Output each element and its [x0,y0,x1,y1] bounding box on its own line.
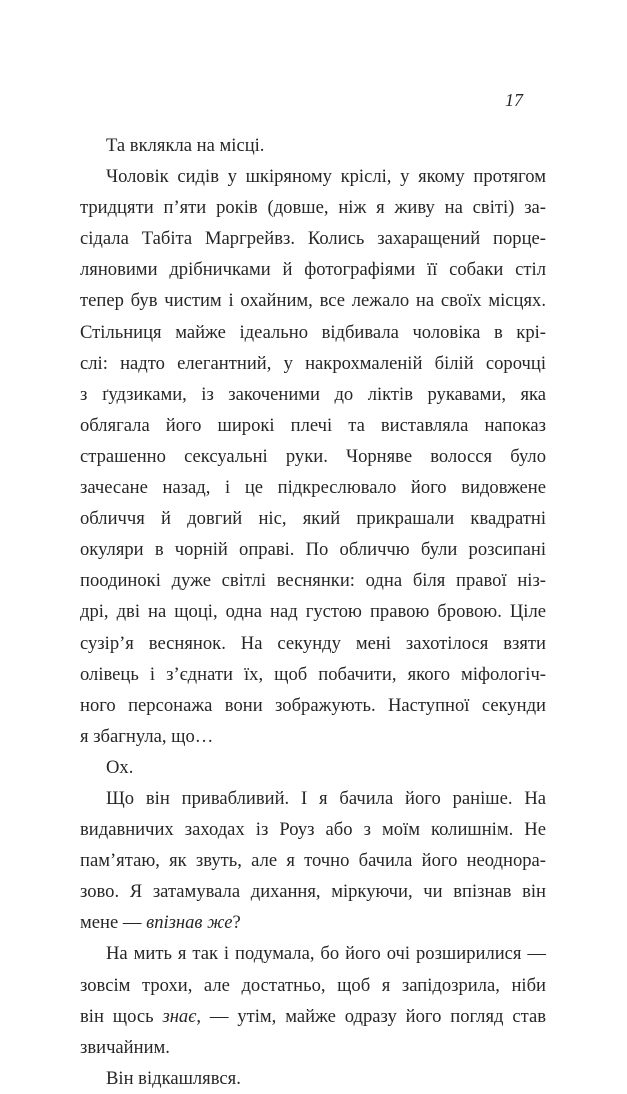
text-line-content: обличчя й довгий ніс, який прикрашали квадратні [80,508,546,530]
text-line-content: Він відкашлявся. [106,1067,241,1089]
text-line-content: зово. Я затамувала дихання, міркуючи, чи впізнав він [80,881,546,903]
text-line-tail: ? [232,912,241,934]
text-line-content: На мить я так і подумала, бо його очі розширилися — [106,943,546,965]
text-line [80,1001,546,1032]
text-line-tail: , — утім, майже одразу його погляд став [196,1005,546,1027]
text-line-content: окуляри в чорній оправі. По обличчю були розсипані [80,539,546,561]
text-line-content: зовсім трохи, але достатньо, щоб я запідозрила, ніби [80,974,546,996]
text-line-content: поодинокі дуже світлі веснянки: одна біля правої ніз- [80,570,546,592]
text-line [80,254,546,285]
text-line [80,223,546,254]
text-line [80,441,546,472]
emphasis-text: знає [162,1005,197,1027]
text-line [80,876,546,907]
text-line [80,317,546,348]
text-line [80,161,546,192]
text-line-content: страшенно сексуальні руки. Чорняве волосся було [80,445,546,467]
text-line [80,565,546,596]
text-line [80,659,546,690]
text-line-content: видавничих заходах із Роуз або з моїм колишнім. Не [80,819,546,841]
text-line [80,130,546,161]
text-line-content: Що він привабливий. І я бачила його раніше. На [106,787,546,809]
text-line-content: зачесане назад, і це підкреслювало його видовжене [80,477,546,499]
text-line [80,379,546,410]
text-line-content: Ох. [106,756,134,778]
text-line [80,534,546,565]
text-line [80,752,546,783]
text-line-content: пам’ятаю, як звуть, але я точно бачила його неоднора- [80,850,546,872]
text-line [80,410,546,441]
text-line [80,783,546,814]
text-line [80,938,546,969]
text-line [80,1032,546,1063]
text-line-content: слі: надто елегантний, у накрохмаленій білій сорочці [80,352,546,374]
text-line [80,192,546,223]
text-line [80,721,546,752]
text-line [80,596,546,627]
text-line-content: сузір’я веснянок. На секунду мені захотілося взяти [80,632,546,654]
text-line-content: Чоловік сидів у шкіряному кріслі, у якому протягом [106,166,546,188]
text-line [80,907,546,938]
text-line-content: він щось [80,1005,163,1027]
text-line-content: дрі, дві на щоці, одна над густою правою бровою. Ціле [80,601,546,623]
text-line-content: ляновими дрібничками й фотографіями її собаки стіл [80,259,546,281]
text-line [80,1063,546,1094]
text-line-content: Та вклякла на місці. [106,135,265,156]
text-line [80,845,546,876]
text-line-content: сідала Табіта Маргрейвз. Колись захаращений порце- [80,228,546,250]
text-line-content: облягала його широкі плечі та виставляла напоказ [80,414,546,436]
text-line-content: звичайним. [80,1036,170,1058]
text-line-content: тридцяти п’яти років (довше, ніж я живу на світі) за- [80,197,546,219]
text-line [80,472,546,503]
text-line-content: мене — [80,912,147,934]
text-line-content: ного персонажа вони зображують. Наступної секунди [80,694,546,716]
text-line [80,814,546,845]
text-line [80,348,546,379]
body-text [80,130,546,1094]
text-line [80,628,546,659]
text-line [80,285,546,316]
text-line-content: тепер був чистим і охайним, все лежало на своїх місцях. [80,290,546,312]
text-line-content: я збагнула, що… [80,725,214,747]
text-line [80,503,546,534]
page-number: 17 [505,90,523,110]
text-line-content: з ґудзиками, із закоченими до ліктів рукавами, яка [80,383,546,405]
text-line-content: Стільниця майже ідеально відбивала чоловіка в крі- [80,321,546,343]
text-line-content: олівець і з’єднати їх, щоб побачити, якого міфологіч- [80,663,546,685]
text-line [80,690,546,721]
text-line [80,970,546,1001]
emphasis-text: впізнав же [146,912,233,934]
